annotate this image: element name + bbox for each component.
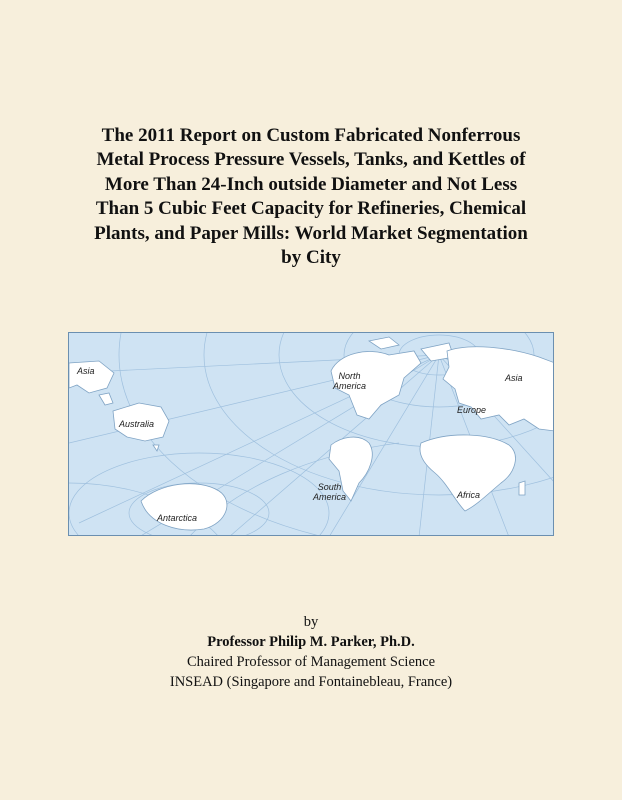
author-institution: INSEAD (Singapore and Fontainebleau, France)	[169, 674, 453, 690]
map-landmasses	[69, 337, 554, 530]
map-label-north-america	[333, 371, 366, 391]
land-eurasia	[443, 347, 554, 431]
map-label-antarctica: Antarctica	[157, 513, 198, 523]
map-label-south-america	[313, 482, 346, 502]
map-label-asia-right: Asia	[505, 373, 523, 383]
title-line: More Than 24-Inch outside Diameter and Not Less	[104, 173, 518, 195]
map-label-south-america-line1: South	[317, 482, 342, 492]
byline	[40, 612, 582, 692]
title-line: Than 5 Cubic Feet Capacity for Refineries, Chemical	[95, 198, 527, 220]
map-label-australia: Australia	[119, 419, 155, 429]
title-line: Metal Process Pressure Vessels, Tanks, and Kettles of	[96, 149, 526, 171]
map-label-north-america-line1: North	[338, 371, 361, 381]
title-line: Plants, and Paper Mills: World Market Segmentation	[94, 222, 528, 244]
map-label-africa: Africa	[457, 490, 481, 500]
author-position: Chaired Professor of Management Science	[186, 654, 436, 670]
byline-by: by	[303, 614, 319, 630]
map-label-asia-left: Asia	[77, 366, 95, 376]
map-label-north-america-line2: America	[333, 381, 367, 391]
author-name: Professor Philip M. Parker, Ph.D.	[207, 634, 415, 650]
world-map	[68, 332, 554, 536]
world-map-graphic	[69, 333, 554, 536]
title-line: The 2011 Report on Custom Fabricated Nonferrous	[101, 125, 521, 146]
land-antarctica	[141, 484, 227, 530]
book-title	[40, 124, 582, 270]
map-label-europe: Europe	[457, 405, 487, 415]
title-line: by City	[281, 247, 341, 269]
map-label-south-america-line2: America	[313, 492, 347, 502]
